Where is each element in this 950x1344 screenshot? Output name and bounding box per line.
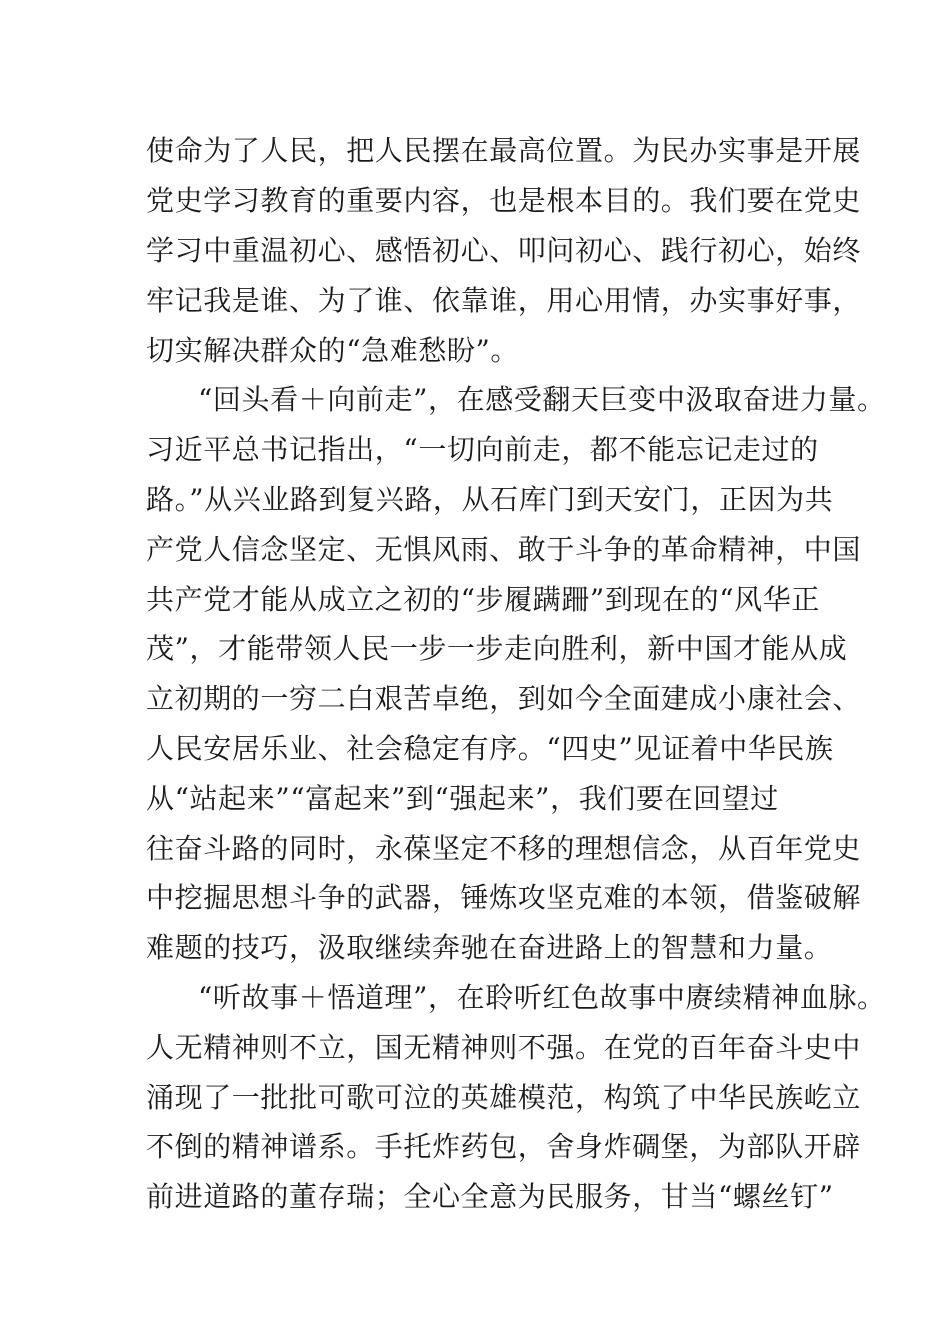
text-line: 前进道路的董存瑞；全心全意为民服务，甘当“螺丝钉” [146,1180,834,1213]
text-line: 不倒的精神谱系。手托炸药包，舍身炸碉堡，为部队开辟 [146,1130,862,1163]
text-line: 共产党才能从成立之初的“步履蹒跚”到现在的“风华正 [146,583,820,616]
text-line: 涌现了一批批可歌可泣的英雄模范，构筑了中华民族屹立 [146,1081,862,1114]
text-line: 切实解决群众的“急难愁盼”。 [146,334,520,367]
text-line: 立初期的一穷二白艰苦卓绝，到如今全面建成小康社会、 [146,682,862,715]
text-line: 使命为了人民，把人民摆在最高位置。为民办实事是开展 [146,134,862,167]
text-line: 茂”，才能带领人民一步一步走向胜利，新中国才能从成 [146,632,848,665]
text-line: 往奋斗路的同时，永葆坚定不移的理想信念，从百年党史 [146,832,862,865]
text-line: 路。”从兴业路到复兴路，从石库门到天安门，正因为共 [146,483,834,516]
paragraph-heading-line: “听故事＋悟道理”，在聆听红色故事中赓续精神血脉。 [198,981,886,1014]
text-line: 学习中重温初心、感悟初心、叩问初心、践行初心，始终 [146,234,862,267]
text-line: 中挖掘思想斗争的武器，锤炼攻坚克难的本领，借鉴破解 [146,881,862,914]
text-line: 产党人信念坚定、无惧风雨、敢于斗争的革命精神，中国 [146,533,862,566]
text-line: 人无精神则不立，国无精神则不强。在党的百年奋斗史中 [146,1031,862,1064]
text-line: 牢记我是谁、为了谁、依靠谁，用心用情，办实事好事， [146,284,862,317]
text-line: 党史学习教育的重要内容，也是根本目的。我们要在党史 [146,184,862,217]
text-line: 习近平总书记指出，“一切向前走，都不能忘记走过的 [146,433,819,466]
text-line: 人民安居乐业、社会稳定有序。“四史”见证着中华民族 [146,732,834,765]
text-line: 难题的技巧，汲取继续奔驰在奋进路上的智慧和力量。 [146,931,833,964]
text-line: 从“站起来”“富起来”到“强起来”，我们要在回望过 [146,782,779,815]
paragraph-heading-line: “回头看＋向前走”，在感受翻天巨变中汲取奋进力量。 [198,383,886,416]
